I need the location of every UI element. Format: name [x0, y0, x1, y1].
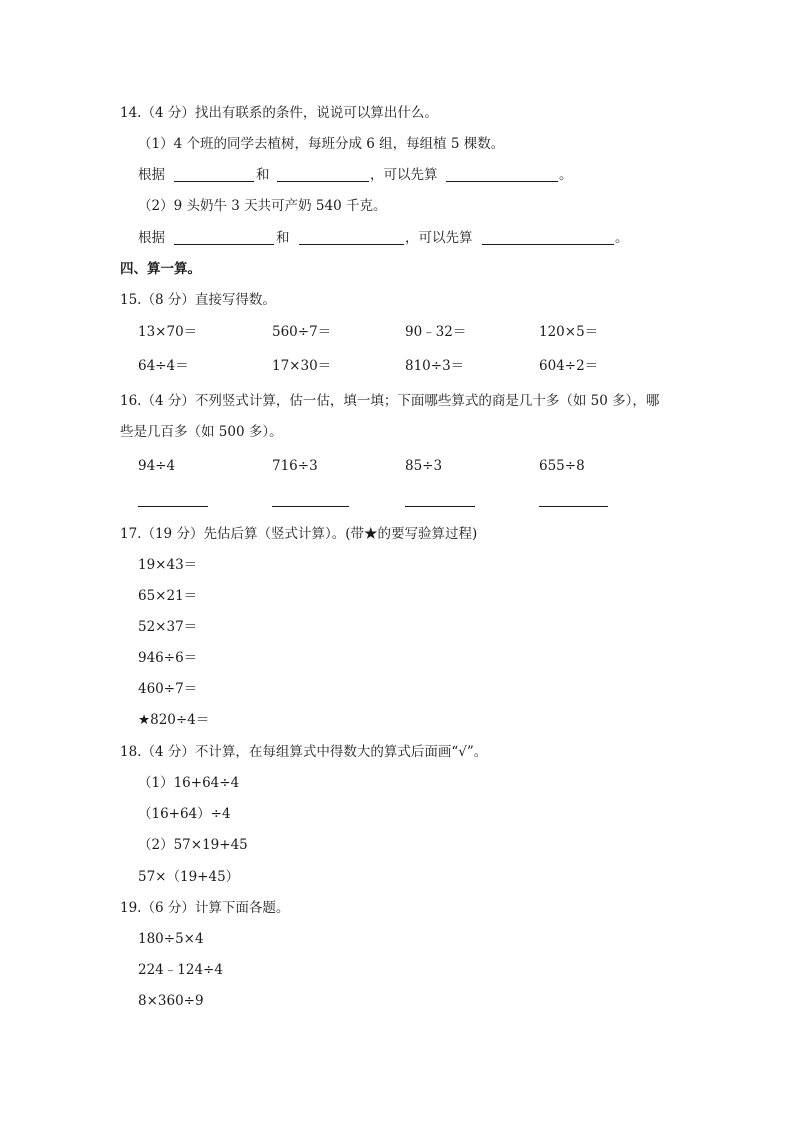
expression-with-verification: ★820÷4＝ — [138, 712, 210, 728]
expression: 604÷2＝ — [539, 358, 599, 374]
answer-blank[interactable] — [539, 506, 608, 507]
answer-blank[interactable] — [299, 244, 404, 245]
expression: 560÷7＝ — [272, 324, 332, 340]
expression: 57×（19+45） — [138, 869, 240, 885]
question-16-stem: 16.（4 分）不列竖式计算，估一估，填一填；下面哪些算式的商是几十多（如 50 多），哪 — [120, 393, 660, 409]
fill-label-first-compute: ，可以先算 — [370, 167, 438, 183]
answer-blank[interactable] — [174, 181, 254, 182]
question-17-stem: 17.（19 分）先估后算（竖式计算）。(带★的要写验算过程) — [120, 526, 478, 542]
fill-label-basis: 根据 — [138, 167, 165, 183]
expression: （16+64）÷4 — [138, 806, 231, 822]
fill-label-and: 和 — [256, 167, 270, 183]
expression: 13×70＝ — [138, 324, 198, 340]
answer-blank[interactable] — [277, 181, 369, 182]
expression: 52×37＝ — [138, 619, 198, 635]
question-14-stem: 14.（4 分）找出有联系的条件，说说可以算出什么。 — [120, 105, 438, 121]
expression: 655÷8 — [539, 458, 585, 474]
question-14-part-1: （1）4 个班的同学去植树，每班分成 6 组，每组植 5 棵数。 — [138, 136, 505, 152]
expression: 17×30＝ — [272, 358, 332, 374]
question-14-part-2: （2）9 头奶牛 3 天共可产奶 540 千克。 — [138, 198, 387, 214]
expression: （1）16+64÷4 — [138, 775, 240, 791]
expression: 810÷3＝ — [405, 358, 465, 374]
expression: 8×360÷9 — [138, 993, 204, 1009]
fill-label-and: 和 — [276, 230, 290, 246]
expression: 85÷3 — [405, 458, 443, 474]
expression: 224﹣124÷4 — [138, 962, 223, 978]
expression: （2）57×19+45 — [138, 837, 248, 853]
answer-blank[interactable] — [174, 244, 274, 245]
expression: 64÷4＝ — [138, 358, 189, 374]
answer-blank[interactable] — [272, 506, 349, 507]
question-19-stem: 19.（6 分）计算下面各题。 — [120, 900, 290, 916]
expression: 120×5＝ — [539, 324, 599, 340]
expression: 65×21＝ — [138, 588, 198, 604]
fill-end: 。 — [559, 167, 573, 183]
expression: 180÷5×4 — [138, 931, 204, 947]
question-16-stem-cont: 些是几百多（如 500 多）。 — [120, 424, 283, 440]
fill-end: 。 — [615, 230, 629, 246]
expression: 94÷4 — [138, 458, 176, 474]
question-18-stem: 18.（4 分）不计算，在每组算式中得数大的算式后面画“√”。 — [120, 744, 488, 760]
fill-label-first-compute: ，可以先算 — [405, 230, 473, 246]
answer-blank[interactable] — [482, 244, 614, 245]
expression: 19×43＝ — [138, 557, 198, 573]
fill-label-basis: 根据 — [138, 230, 165, 246]
question-15-stem: 15.（8 分）直接写得数。 — [120, 292, 276, 308]
section-heading: 四、算一算。 — [120, 261, 201, 277]
expression: 946÷6＝ — [138, 650, 198, 666]
answer-blank[interactable] — [446, 181, 558, 182]
expression: 460÷7＝ — [138, 681, 198, 697]
expression: 90﹣32＝ — [405, 324, 467, 340]
answer-blank[interactable] — [405, 506, 475, 507]
answer-blank[interactable] — [138, 506, 208, 507]
expression: 716÷3 — [272, 458, 318, 474]
